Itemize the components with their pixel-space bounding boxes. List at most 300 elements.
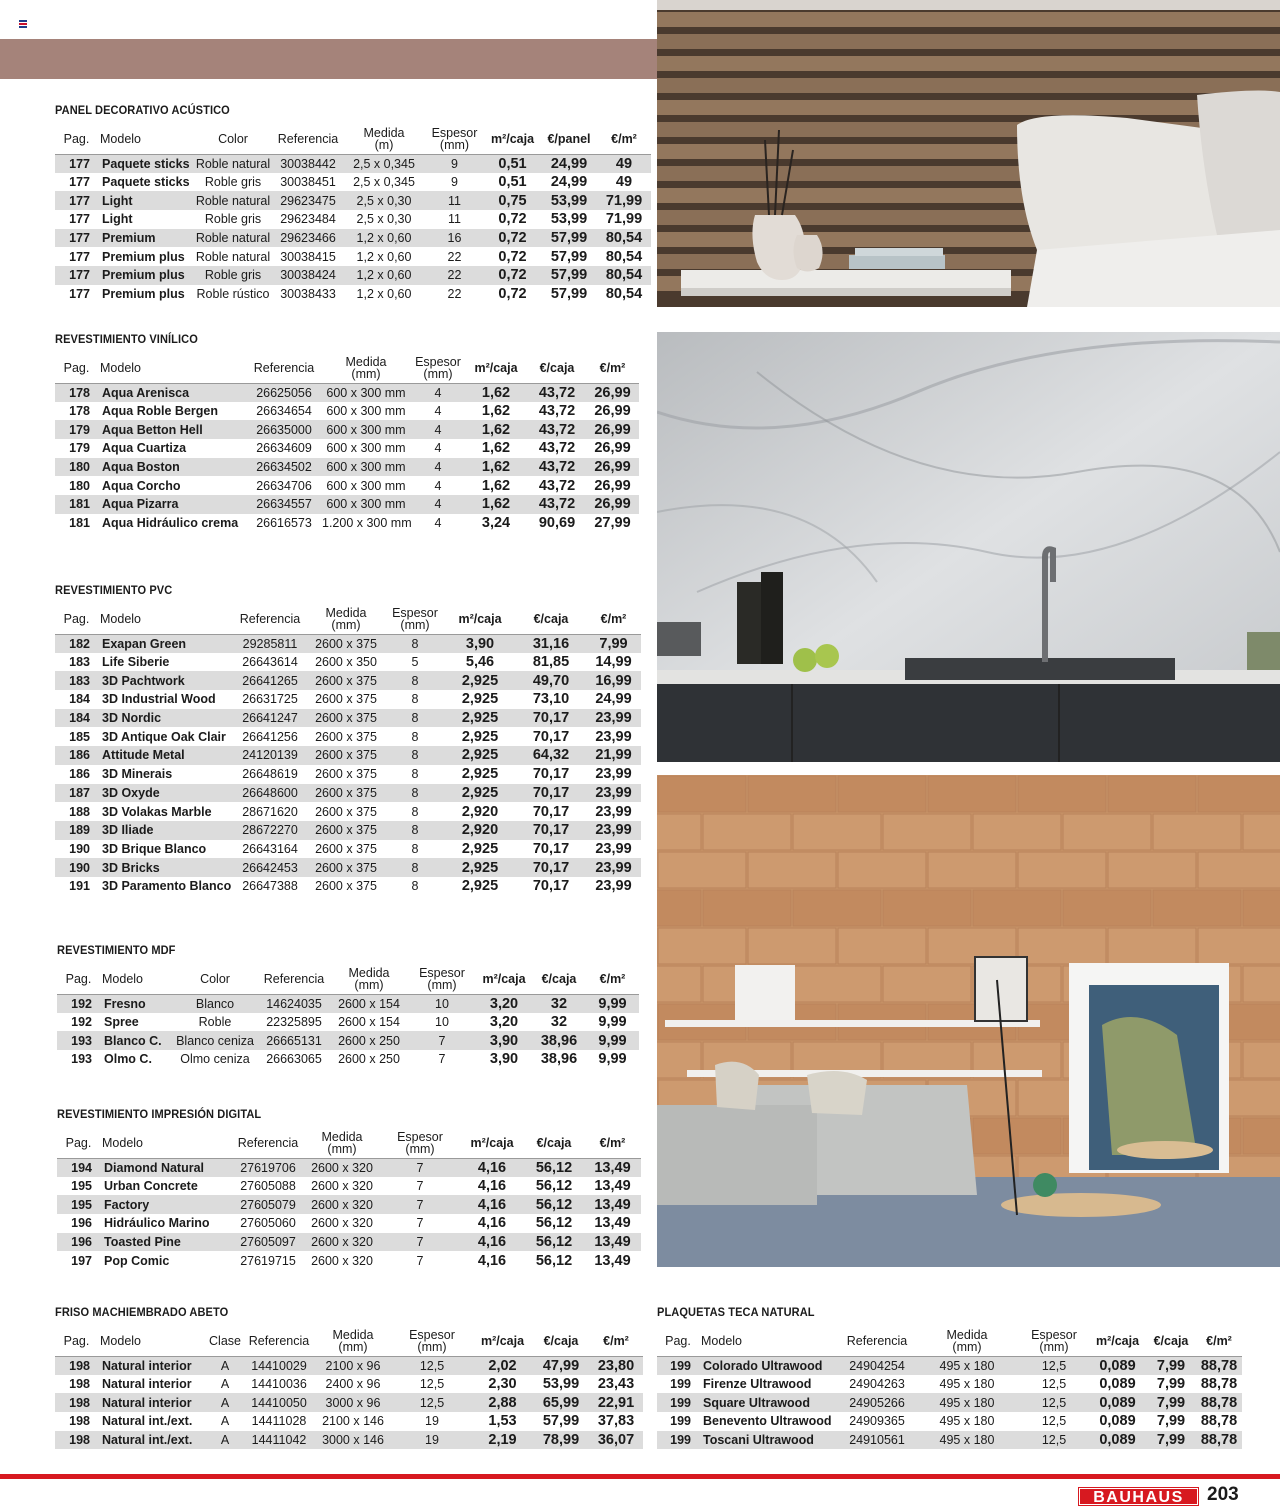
table-cell: 177 (55, 154, 98, 173)
table-cell: 8 (411, 692, 419, 707)
table-row (55, 765, 641, 784)
table-row (55, 191, 651, 210)
column-header: Medida (mm) (348, 965, 390, 992)
column-header: Medida (mm) (321, 1129, 363, 1156)
table-cell: 4 (412, 495, 464, 514)
table-cell: 3000 x 146 (314, 1431, 392, 1450)
table-row (55, 653, 641, 672)
table-row (57, 1158, 641, 1177)
table-cell: 3,90 (476, 1031, 532, 1050)
table-cell: 26663065 (266, 1052, 322, 1067)
table-cell: 7 (380, 1233, 460, 1252)
column-header: Clase (209, 1333, 241, 1348)
table-cell: Natural interior (102, 1377, 192, 1392)
table-cell: 0,72 (484, 266, 541, 285)
table-cell: 70,17 (516, 784, 586, 803)
column-header: m²/caja (480, 1333, 525, 1348)
column-header: Referencia (248, 1333, 310, 1348)
table-cell: 187 (55, 784, 98, 803)
table-row (55, 671, 641, 690)
table-cell: 56,12 (535, 1252, 573, 1269)
table-cell: 26625056 (248, 383, 320, 402)
table-cell: 43,72 (538, 440, 576, 457)
table-cell: 12,5 (1019, 1393, 1089, 1412)
table-cell: 1,2 x 0,60 (343, 266, 425, 285)
table-cell: 26,99 (586, 458, 639, 477)
table-cell: 14,99 (595, 654, 632, 671)
table-cell: 8 (386, 784, 444, 803)
section-title: REVESTIMIENTO VINÍLICO (55, 332, 198, 346)
table-row (55, 383, 639, 402)
table-cell: 56,12 (524, 1158, 584, 1177)
table-cell: 188 (69, 804, 90, 819)
table-cell: 26,99 (594, 477, 631, 494)
table-cell: 179 (55, 420, 98, 439)
table-cell: Natural int./ext. (102, 1414, 193, 1429)
table-row (55, 154, 651, 173)
table-cell: 177 (69, 212, 90, 227)
table-cell: Roble natural (193, 191, 273, 210)
column-header: €/m² (599, 971, 626, 986)
table-row (57, 1195, 641, 1214)
table-cell: 7,99 (1146, 1431, 1196, 1450)
column-header: €/m² (600, 611, 627, 626)
column-header: Espesor (mm) (431, 125, 478, 152)
table-row (55, 709, 641, 728)
table-cell: 24905266 (839, 1393, 915, 1412)
table-cell: 198 (55, 1393, 98, 1412)
table-cell: 90,69 (538, 515, 576, 532)
section-teca (657, 1305, 1242, 1449)
table-cell: 26,99 (586, 420, 639, 439)
table-row (57, 1013, 639, 1032)
table-mdf (57, 964, 639, 1069)
column-header: Referencia (846, 1333, 908, 1348)
table-cell: 43,72 (538, 403, 576, 420)
table-cell: 197 (71, 1253, 92, 1268)
table-cell: 29623484 (280, 212, 336, 227)
table-row (55, 1431, 643, 1450)
table-cell: 32 (550, 1014, 568, 1031)
table-cell: 3D Minerais (102, 767, 173, 782)
table-cell: 189 (55, 821, 98, 840)
table-cell: 3D Bricks (98, 858, 234, 877)
table-cell: 2600 x 375 (315, 841, 377, 856)
table-row (55, 1393, 643, 1412)
table-cell: 7 (438, 1052, 446, 1067)
table-panel-decorativo (55, 124, 651, 304)
table-cell: 70,17 (532, 878, 570, 895)
table-row (57, 1251, 641, 1270)
table-cell: 2600 x 250 (338, 1052, 400, 1067)
table-cell: 495 x 180 (939, 1377, 995, 1392)
table-cell: Aqua Betton Hell (98, 420, 248, 439)
table-cell: 13,49 (584, 1233, 641, 1252)
table-cell: 8 (411, 879, 419, 894)
table-row (55, 634, 641, 653)
table-cell: 3D Oxyde (98, 784, 234, 803)
column-header: Color (218, 131, 248, 146)
table-cell: 7 (380, 1158, 460, 1177)
table-row (55, 877, 641, 896)
table-cell: 192 (71, 1015, 92, 1030)
table-cell: 26634609 (256, 441, 312, 456)
table-cell: 182 (55, 634, 98, 653)
table-cell: 80,54 (605, 286, 643, 303)
table-cell: Aqua Arenisca (98, 383, 248, 402)
table-cell: 26643614 (242, 655, 298, 670)
table-cell: 2,02 (472, 1356, 533, 1375)
table-cell: 12,5 (419, 1377, 445, 1392)
column-header: m²/caja (482, 971, 526, 986)
column-header: €/m² (599, 360, 626, 375)
photo-cork-wall-living-room (657, 775, 1280, 1267)
table-cell: 1,62 (481, 477, 511, 494)
table-cell: 177 (55, 191, 98, 210)
table-cell: 2400 x 96 (325, 1377, 381, 1392)
table-row (55, 514, 639, 533)
table-row (55, 420, 639, 439)
table-cell: 186 (69, 767, 90, 782)
table-cell: 56,12 (535, 1215, 573, 1232)
column-header: €/m² (603, 1333, 629, 1348)
table-cell: 2600 x 320 (311, 1179, 373, 1194)
table-cell: Roble gris (204, 212, 262, 227)
table-cell: 57,99 (541, 266, 597, 285)
table-cell: 3D Pachtwork (98, 671, 234, 690)
bauhaus-logo: BAUHAUS (1078, 1487, 1199, 1506)
table-cell: A (220, 1414, 230, 1429)
table-cell: 2600 x 320 (304, 1233, 380, 1252)
table-cell: 7 (416, 1179, 424, 1194)
table-row (55, 402, 639, 421)
table-cell: 13,49 (584, 1158, 641, 1177)
table-cell: 43,72 (528, 458, 586, 477)
table-row (55, 266, 651, 285)
table-cell: 194 (57, 1158, 100, 1177)
table-cell: 22 (447, 249, 462, 264)
table-cell: 27605079 (232, 1195, 304, 1214)
table-cell: 3D Antique Oak Clair (102, 729, 226, 744)
table-cell: Natural int./ext. (98, 1431, 206, 1450)
table-cell: 185 (69, 729, 90, 744)
table-cell: 24904254 (839, 1356, 915, 1375)
table-cell: 199 (670, 1414, 691, 1429)
table-cell: 495 x 180 (915, 1393, 1019, 1412)
table-cell: 2,925 (444, 746, 516, 765)
table-cell: Roble natural (195, 249, 271, 264)
table-cell: 49,70 (516, 671, 586, 690)
table-cell: A (206, 1393, 244, 1412)
column-header: Medida (m) (363, 125, 405, 152)
table-cell: 2,5 x 0,30 (343, 191, 425, 210)
flag-icon (19, 20, 27, 27)
table-cell: 2600 x 375 (315, 804, 377, 819)
table-cell: Diamond Natural (100, 1158, 232, 1177)
section-mdf (57, 943, 639, 1069)
table-cell: 2600 x 375 (306, 671, 386, 690)
table-cell: 14410050 (244, 1393, 314, 1412)
table-cell: Light (98, 191, 193, 210)
table-cell: 1,62 (464, 420, 528, 439)
column-header: m²/caja (490, 131, 535, 146)
table-cell: 177 (69, 249, 90, 264)
table-cell: 2600 x 375 (315, 729, 377, 744)
table-cell: 26647388 (242, 879, 298, 894)
table-cell: 88,78 (1196, 1431, 1242, 1450)
table-cell: 2,5 x 0,30 (356, 212, 412, 227)
table-cell: 1,62 (481, 403, 511, 420)
table-cell: 199 (657, 1431, 699, 1450)
table-row (55, 210, 651, 229)
table-cell: 53,99 (541, 191, 597, 210)
table-cell: 30038451 (280, 175, 336, 190)
table-cell: 23,99 (586, 709, 641, 728)
table-cell: 2600 x 154 (338, 1015, 400, 1030)
table-cell: 600 x 300 mm (320, 458, 412, 477)
table-cell: 88,78 (1200, 1376, 1238, 1393)
table-cell: 29623475 (273, 191, 343, 210)
column-header: Referencia (239, 611, 301, 626)
table-cell: 21,99 (586, 746, 641, 765)
table-cell: 11 (425, 191, 484, 210)
table-cell: 23,43 (597, 1376, 635, 1393)
table-cell: 14624035 (258, 994, 330, 1013)
table-cell: 3000 x 96 (314, 1393, 392, 1412)
table-cell: 23,99 (586, 784, 641, 803)
table-cell: A (206, 1431, 244, 1450)
table-cell: 2600 x 320 (311, 1253, 373, 1268)
table-cell: 14411028 (251, 1414, 307, 1429)
table-cell: Premium plus (102, 249, 185, 264)
table-cell: 181 (55, 495, 98, 514)
column-header: €/m² (1206, 1333, 1232, 1348)
table-cell: 13,49 (584, 1195, 641, 1214)
table-row (55, 1375, 643, 1394)
table-cell: 43,72 (528, 420, 586, 439)
table-cell: 88,78 (1196, 1393, 1242, 1412)
section-title: PANEL DECORATIVO ACÚSTICO (55, 103, 230, 117)
table-cell: 26,99 (586, 495, 639, 514)
table-cell: Blanco ceniza (172, 1031, 258, 1050)
table-cell: 196 (71, 1216, 92, 1231)
table-cell: 27,99 (594, 515, 631, 532)
table-row (55, 458, 639, 477)
table-cell: Roble natural (193, 154, 273, 173)
table-cell: 12,5 (1019, 1431, 1089, 1450)
table-cell: Spree (104, 1015, 139, 1030)
table-cell: 27605060 (240, 1216, 296, 1231)
column-header: m²/caja (470, 1135, 514, 1150)
column-header: Medida (mm) (325, 605, 367, 632)
table-cell: 26634557 (248, 495, 320, 514)
table-cell: 26634502 (248, 458, 320, 477)
table-cell: Firenze Ultrawood (703, 1377, 812, 1392)
table-cell: 0,089 (1089, 1356, 1146, 1375)
table-cell: 2600 x 375 (306, 709, 386, 728)
table-cell: 23,99 (595, 766, 632, 783)
table-cell: 26641265 (234, 671, 306, 690)
table-cell: Fresno (100, 994, 172, 1013)
table-cell: 27605097 (232, 1233, 304, 1252)
table-cell: 13,49 (594, 1178, 631, 1195)
table-cell: Aqua Pizarra (98, 495, 248, 514)
table-cell: 4 (434, 441, 442, 456)
table-cell: 195 (71, 1179, 92, 1194)
table-cell: 24909365 (849, 1414, 905, 1429)
column-header: Espesor (mm) (419, 965, 465, 992)
table-cell: 1,2 x 0,60 (356, 287, 412, 302)
table-row (55, 746, 641, 765)
table-cell: 14410029 (244, 1356, 314, 1375)
table-cell: 30038424 (273, 266, 343, 285)
table-cell: 26665131 (258, 1031, 330, 1050)
column-header: Modelo (100, 611, 141, 626)
table-cell: 4,16 (460, 1195, 524, 1214)
table-cell: 4,16 (477, 1178, 507, 1195)
table-cell: 71,99 (605, 211, 643, 228)
table-cell: 179 (69, 441, 90, 456)
section-title: PLAQUETAS TECA NATURAL (657, 1305, 815, 1319)
table-cell: 186 (55, 746, 98, 765)
table-cell: Aqua Cuartiza (102, 441, 187, 456)
table-cell: 12,5 (1019, 1356, 1089, 1375)
table-cell: 2,19 (472, 1431, 533, 1450)
table-cell: 24904263 (849, 1377, 905, 1392)
table-cell: 2600 x 154 (330, 994, 408, 1013)
table-cell: 1,62 (481, 440, 511, 457)
table-cell: 193 (57, 1031, 100, 1050)
table-cell: 178 (55, 383, 98, 402)
section-friso (55, 1305, 643, 1449)
table-cell: 30038415 (280, 249, 336, 264)
column-header: €/panel (547, 131, 591, 146)
table-cell: Olmo ceniza (180, 1052, 250, 1067)
table-cell: 70,17 (516, 709, 586, 728)
column-header: Espesor (mm) (415, 354, 461, 381)
table-cell: 19 (425, 1414, 439, 1429)
table-cell: Blanco C. (100, 1031, 172, 1050)
column-header: Pag. (63, 131, 90, 146)
table-cell: 4,16 (477, 1215, 507, 1232)
table-cell: 9 (425, 154, 484, 173)
table-cell: 53,99 (542, 1376, 580, 1393)
table-cell: 0,72 (484, 229, 541, 248)
photo-acoustic-panel-bedroom (657, 0, 1280, 307)
table-cell: 23,99 (595, 728, 632, 745)
table-cell: 88,78 (1200, 1413, 1238, 1430)
table-cell: Life Siberie (102, 655, 170, 670)
table-row (57, 1031, 639, 1050)
table-cell: 26641247 (234, 709, 306, 728)
table-cell: 32 (532, 994, 586, 1013)
table-cell: 8 (386, 671, 444, 690)
column-header: Pag. (63, 1333, 90, 1348)
column-header: Referencia (237, 1135, 299, 1150)
table-cell: 9 (451, 175, 458, 190)
table-cell: 181 (69, 516, 90, 531)
table-cell: 4,16 (460, 1158, 524, 1177)
table-cell: 36,07 (589, 1431, 643, 1450)
table-cell: 70,17 (532, 803, 570, 820)
table-cell: 2600 x 375 (306, 634, 386, 653)
table-cell: 0,089 (1089, 1431, 1146, 1450)
table-cell: 177 (69, 175, 90, 190)
table-cell: 7 (416, 1253, 424, 1268)
section-vinilico (55, 332, 639, 533)
table-row (55, 858, 641, 877)
table-row (657, 1356, 1242, 1375)
table-teca (657, 1326, 1242, 1449)
table-cell: Premium plus (98, 266, 193, 285)
table-cell: 23,99 (586, 858, 641, 877)
table-cell: 600 x 300 mm (326, 441, 406, 456)
table-cell: 0,089 (1099, 1413, 1136, 1430)
section-title: REVESTIMIENTO PVC (55, 583, 173, 597)
table-cell: 64,32 (516, 746, 586, 765)
table-cell: 27619715 (240, 1253, 296, 1268)
footer-line (0, 1474, 1280, 1479)
table-cell: 198 (55, 1356, 98, 1375)
table-cell: Blanco (172, 994, 258, 1013)
table-cell: 26631725 (242, 692, 298, 707)
table-cell: Aqua Corcho (102, 478, 181, 493)
column-header: €/caja (541, 971, 577, 986)
table-cell: 3,90 (489, 1051, 519, 1068)
table-cell: Factory (100, 1195, 232, 1214)
column-header: Referencia (263, 971, 325, 986)
table-cell: 2600 x 320 (304, 1158, 380, 1177)
section-panel-decorativo (55, 103, 651, 304)
table-cell: 190 (69, 841, 90, 856)
column-header: Modelo (100, 360, 141, 375)
table-cell: 4,16 (460, 1233, 524, 1252)
table-cell: 43,72 (528, 383, 586, 402)
table-cell: 11 (448, 212, 461, 227)
table-row (55, 173, 651, 192)
table-cell: 4 (412, 458, 464, 477)
column-header: Modelo (100, 131, 141, 146)
table-cell: 1,2 x 0,60 (343, 229, 425, 248)
table-cell: Premium (98, 229, 193, 248)
table-cell: 8 (411, 729, 419, 744)
table-cell: 7 (416, 1216, 424, 1231)
table-cell: 12,5 (392, 1393, 472, 1412)
table-row (55, 285, 651, 304)
table-cell: 47,99 (533, 1356, 589, 1375)
table-row (55, 1356, 643, 1375)
table-cell: 8 (386, 709, 444, 728)
table-cell: 43,72 (528, 495, 586, 514)
table-cell: A (206, 1356, 244, 1375)
table-cell: 57,99 (550, 286, 588, 303)
table-cell: 1.200 x 300 mm (322, 516, 412, 531)
table-cell: 1,62 (464, 383, 528, 402)
table-cell: 3D Brique Blanco (102, 841, 207, 856)
section-pvc (55, 583, 641, 896)
column-header: €/caja (1153, 1333, 1189, 1348)
table-cell: Toasted Pine (100, 1233, 232, 1252)
table-cell: 2,5 x 0,345 (353, 175, 415, 190)
table-cell: Aqua Roble Bergen (102, 404, 218, 419)
column-header: Medida (mm) (332, 1327, 374, 1354)
table-row (57, 1050, 639, 1069)
column-header: Espesor (mm) (397, 1129, 443, 1156)
table-cell: 29623466 (273, 229, 343, 248)
table-cell: 495 x 180 (915, 1431, 1019, 1450)
column-header: Pag. (665, 1333, 691, 1348)
table-cell: 600 x 300 mm (320, 383, 412, 402)
